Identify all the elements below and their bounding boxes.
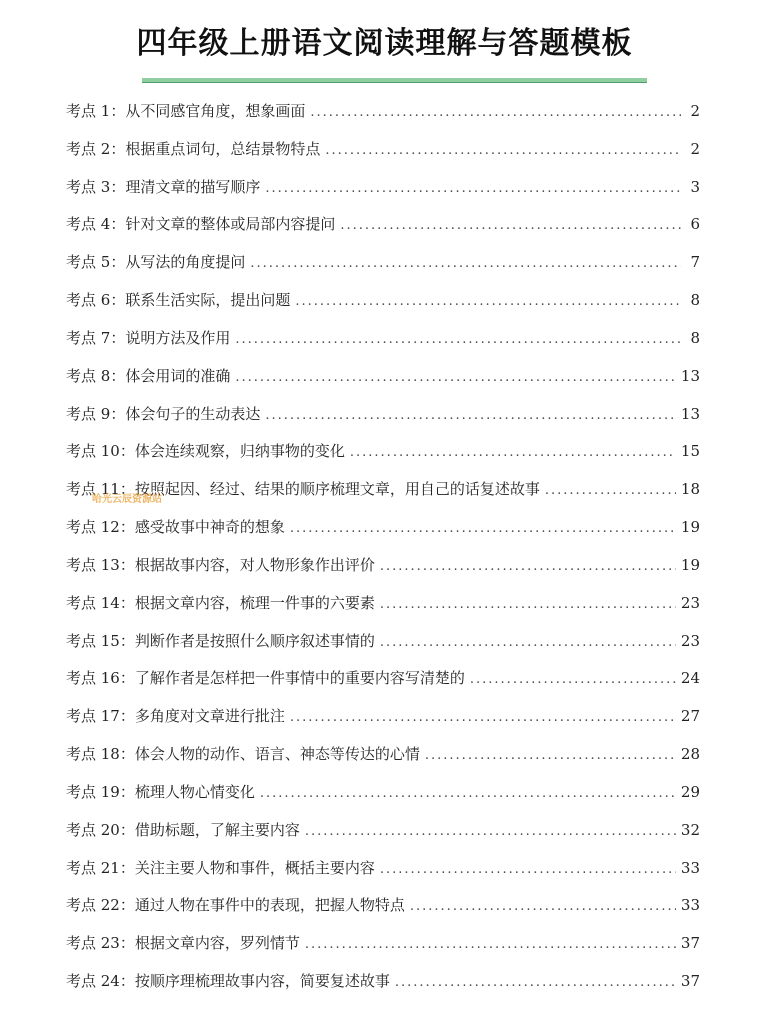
toc-entry-page-number: 15: [680, 442, 700, 461]
toc-entry[interactable]: [66, 736, 700, 774]
toc-entry[interactable]: [66, 206, 700, 244]
toc-entry-separator: ：: [119, 858, 135, 877]
toc-entry-page-number: 13: [680, 366, 700, 385]
toc-entry-page-number: 2: [690, 139, 700, 158]
toc-entry-number: 考点 4: [66, 215, 111, 234]
toc-entry[interactable]: [66, 358, 700, 396]
toc-entry-page-number: 7: [690, 253, 700, 272]
toc-entry-separator: ：: [119, 782, 135, 801]
toc-entry-separator: ：: [119, 896, 135, 915]
toc-entry-title: 了解作者是怎样把一件事情中的重要内容写清楚的: [134, 669, 465, 688]
toc-entry-title: 关注主要人物和事件，概括主要内容: [134, 858, 375, 877]
toc-entry-separator: ：: [110, 253, 126, 272]
toc-entry-separator: ：: [110, 215, 126, 234]
toc-entry-page-number: 8: [690, 291, 700, 310]
toc-entry-separator: ：: [110, 366, 126, 385]
toc-entry-separator: ：: [119, 518, 135, 537]
toc-entry-number: 考点 7: [66, 328, 111, 347]
toc-entry-separator: ：: [119, 555, 135, 574]
title-underline: [142, 78, 647, 83]
toc-entry-page-number: 28: [680, 745, 700, 764]
toc-entry-page-number: 8: [690, 328, 700, 347]
toc-entry-separator: ：: [119, 972, 135, 991]
toc-entry-page-number: 24: [680, 669, 700, 688]
toc-entry-page-number: 29: [680, 782, 700, 801]
toc-entry-title: 借助标题，了解主要内容: [134, 820, 300, 839]
toc-entry-title: 按顺序理梳理故事内容，简要复述故事: [134, 972, 390, 991]
toc-entry-page-number: 19: [680, 518, 700, 537]
toc-leader-dots: [265, 170, 681, 208]
toc-leader-dots: [250, 245, 681, 283]
watermark: 哈光云辰资源站: [92, 494, 162, 505]
toc-leader-dots: [340, 207, 681, 245]
toc-entry-number: 考点 10: [66, 442, 120, 461]
toc-entry[interactable]: [66, 963, 700, 1001]
toc-entry-separator: ：: [119, 745, 135, 764]
toc-entry-title: 理清文章的描写顺序: [125, 177, 261, 196]
page-title: 四年级上册语文阅读理解与答题模板: [136, 26, 633, 61]
toc-entry[interactable]: [66, 660, 700, 698]
toc-entry-number: 考点 15: [66, 631, 120, 650]
toc-entry-number: 考点 21: [66, 858, 120, 877]
toc-leader-dots: [265, 397, 676, 435]
toc-entry-number: 考点 20: [66, 820, 120, 839]
toc-entry-number: 考点 16: [66, 669, 120, 688]
toc-entry-page-number: 23: [680, 631, 700, 650]
toc-entry-page-number: 6: [690, 215, 700, 234]
toc-leader-dots: [235, 359, 676, 397]
toc-entry-number: 考点 11: [66, 480, 120, 499]
toc-entry-title: 根据文章内容，梳理一件事的六要素: [134, 593, 375, 612]
toc-entry-title: 说明方法及作用: [125, 328, 231, 347]
toc-entry-number: 考点 14: [66, 593, 120, 612]
toc-entry-number: 考点 6: [66, 291, 111, 310]
toc-entry-page-number: 19: [680, 555, 700, 574]
toc-entry-title: 通过人物在事件中的表现，把握人物特点: [134, 896, 405, 915]
toc-entry-number: 考点 3: [66, 177, 111, 196]
toc-entry[interactable]: [66, 547, 700, 585]
toc-entry-separator: ：: [119, 593, 135, 612]
toc-entry-title: 从不同感官角度，想象画面: [125, 102, 306, 120]
toc-entry[interactable]: [66, 282, 700, 320]
toc-entry-page-number: 33: [680, 858, 700, 877]
toc-entry-separator: ：: [119, 442, 135, 461]
toc-entry[interactable]: [66, 887, 700, 925]
toc-leader-dots: [545, 472, 676, 510]
toc-entry[interactable]: [66, 433, 700, 471]
toc-entry[interactable]: [66, 585, 700, 623]
toc-entry-separator: ：: [119, 707, 135, 726]
toc-leader-dots: [410, 888, 676, 926]
toc-leader-dots: [305, 926, 676, 964]
toc-entry-separator: ：: [110, 139, 126, 158]
toc-entry-title: 针对文章的整体或局部内容提问: [125, 215, 336, 234]
toc-entry-separator: ：: [119, 631, 135, 650]
toc-leader-dots: [310, 94, 681, 132]
toc-leader-dots: [380, 851, 676, 889]
toc-entry-title: 根据故事内容，对人物形象作出评价: [134, 555, 375, 574]
toc-entry-number: 考点 13: [66, 555, 120, 574]
toc-entry-separator: ：: [119, 934, 135, 953]
toc-entry-number: 考点 22: [66, 896, 120, 915]
toc-entry-number: 考点 9: [66, 404, 111, 423]
toc-entry-page-number: 37: [680, 934, 700, 953]
toc-entry-separator: ：: [119, 669, 135, 688]
toc-leader-dots: [395, 964, 676, 1002]
toc-leader-dots: [305, 813, 676, 851]
toc-entry-separator: ：: [110, 102, 126, 120]
toc-entry-number: 考点 17: [66, 707, 120, 726]
table-of-contents: [66, 93, 700, 1001]
toc-entry-number: 考点 19: [66, 782, 120, 801]
toc-leader-dots: [325, 132, 681, 170]
toc-entry[interactable]: [66, 925, 700, 963]
toc-entry[interactable]: [66, 320, 700, 358]
toc-entry-page-number: 13: [680, 404, 700, 423]
toc-entry-page-number: 23: [680, 593, 700, 612]
toc-entry-title: 多角度对文章进行批注: [134, 707, 285, 726]
toc-leader-dots: [260, 775, 676, 813]
toc-entry-separator: ：: [110, 291, 126, 310]
toc-leader-dots: [290, 510, 676, 548]
toc-entry[interactable]: [66, 698, 700, 736]
toc-entry[interactable]: [66, 131, 700, 169]
toc-leader-dots: [295, 283, 681, 321]
toc-entry[interactable]: [66, 850, 700, 888]
toc-entry-number: 考点 12: [66, 518, 120, 537]
toc-entry-title: 体会连续观察，归纳事物的变化: [134, 442, 345, 461]
toc-entry-page-number: 32: [680, 820, 700, 839]
toc-entry-number: 考点 1: [66, 102, 111, 120]
toc-entry-title: 联系生活实际，提出问题: [125, 291, 291, 310]
toc-entry-title: 判断作者是按照什么顺序叙述事情的: [134, 631, 375, 650]
toc-entry-number: 考点 8: [66, 366, 111, 385]
toc-leader-dots: [380, 548, 676, 586]
toc-entry[interactable]: [66, 169, 700, 207]
toc-leader-dots: [290, 699, 676, 737]
toc-entry-number: 考点 5: [66, 253, 111, 272]
toc-entry-separator: ：: [110, 177, 126, 196]
toc-leader-dots: [425, 737, 676, 775]
toc-entry-number: 考点 2: [66, 139, 111, 158]
toc-entry-separator: ：: [110, 328, 126, 347]
toc-entry-title: 体会人物的动作、语言、神态等传达的心情: [134, 745, 420, 764]
toc-entry-title: 梳理人物心情变化: [134, 782, 255, 801]
toc-entry-title: 按照起因、经过、结果的顺序梳理文章，用自己的话复述故事: [134, 480, 540, 499]
toc-entry-separator: ：: [119, 480, 135, 499]
toc-entry-title: 从写法的角度提问: [125, 253, 246, 272]
toc-entry-title: 根据文章内容，罗列情节: [134, 934, 300, 953]
toc-entry[interactable]: [66, 244, 700, 282]
toc-entry-page-number: 3: [690, 177, 700, 196]
toc-entry-number: 考点 24: [66, 972, 120, 991]
toc-entry-title: 根据重点词句，总结景物特点: [125, 139, 321, 158]
toc-leader-dots: [380, 586, 676, 624]
toc-entry-number: 考点 18: [66, 745, 120, 764]
toc-entry[interactable]: [66, 509, 700, 547]
toc-leader-dots: [380, 624, 676, 662]
toc-entry[interactable]: [66, 774, 700, 812]
toc-entry-title: 体会句子的生动表达: [125, 404, 261, 423]
toc-entry-page-number: 33: [680, 896, 700, 915]
toc-entry[interactable]: [66, 623, 700, 661]
toc-leader-dots: [235, 321, 681, 359]
toc-entry[interactable]: [66, 93, 700, 131]
toc-entry-page-number: 18: [680, 480, 700, 499]
toc-entry-separator: ：: [119, 820, 135, 839]
toc-entry-title: 感受故事中神奇的想象: [134, 518, 285, 537]
toc-entry-title: 体会用词的准确: [125, 366, 231, 385]
toc-entry-page-number: 37: [680, 972, 700, 991]
toc-entry-separator: ：: [110, 404, 126, 423]
toc-entry-number: 考点 23: [66, 934, 120, 953]
toc-entry[interactable]: [66, 396, 700, 434]
toc-leader-dots: [350, 434, 676, 472]
toc-entry-page-number: 2: [690, 102, 700, 120]
toc-entry-page-number: 27: [680, 707, 700, 726]
toc-entry[interactable]: [66, 812, 700, 850]
toc-leader-dots: [470, 661, 676, 699]
